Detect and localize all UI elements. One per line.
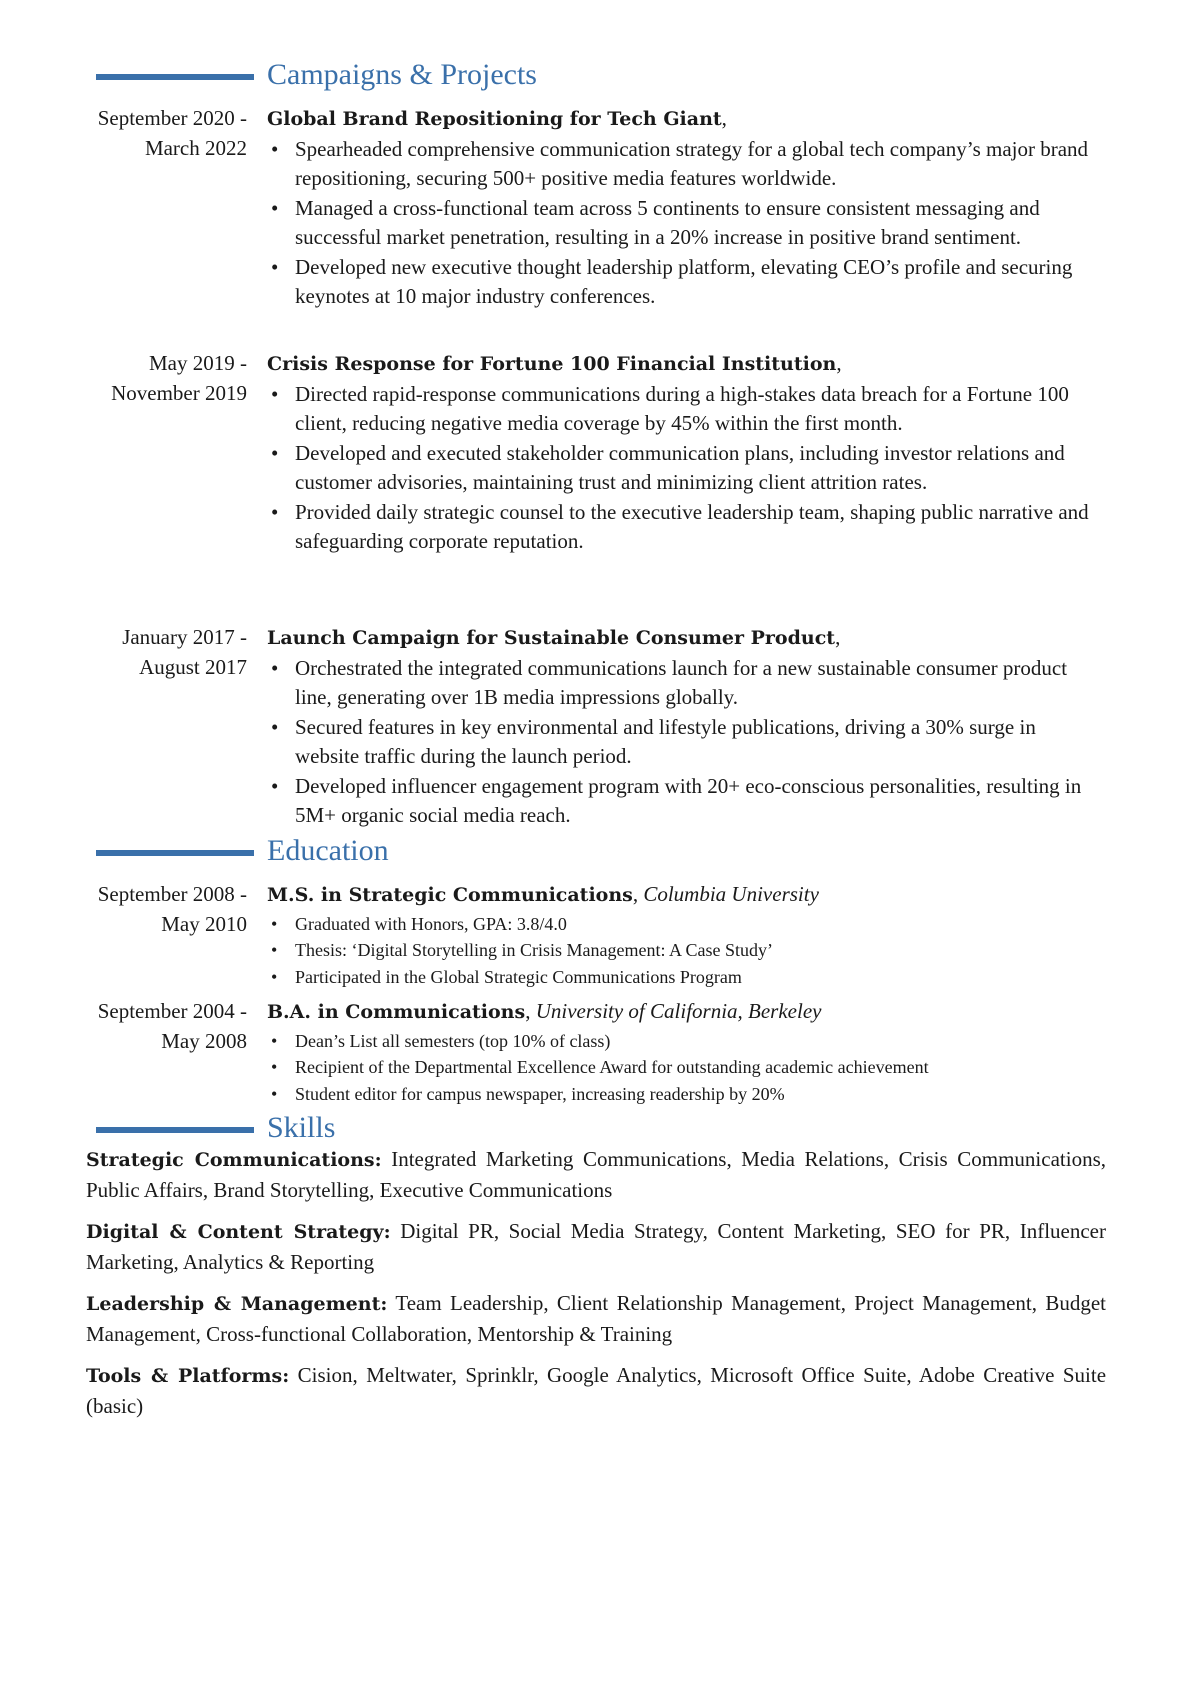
entry-title: Global Brand Repositioning for Tech Giant <box>267 108 722 130</box>
list-item: • Student editor for campus newspaper, increasing readership by 20% <box>267 1081 1105 1108</box>
entry-heading: M.S. in Strategic Communications, Columbia University <box>267 882 819 906</box>
skill-group <box>86 1361 1106 1421</box>
skill-group-label: Tools & Platforms: <box>86 1365 290 1387</box>
list-item: • Orchestrated the integrated communications launch for a new sustainable consumer product line, generating over 1B media impressions globally. <box>267 654 1105 713</box>
entry-date: September 2004 - May 2008 <box>97 999 247 1053</box>
list-item: • Thesis: ‘Digital Storytelling in Crisis Management: A Case Study’ <box>267 937 1105 964</box>
list-item: • Managed a cross-functional team across 5 continents to ensure consistent messaging and successful market penetration, resulting in a 20% increase in positive brand sentiment. <box>267 194 1105 253</box>
section-title: Campaigns & Projects <box>267 58 537 91</box>
skill-group-items: Integrated Marketing Communications, Media Relations, Crisis Communications, Public Affairs, Brand Storytelling, Executive Communications <box>86 1147 1106 1202</box>
list-item: • Developed and executed stakeholder communication plans, including investor relations and customer advisories, maintaining trust and minimizing client attrition rates. <box>267 439 1105 498</box>
entry-title: Crisis Response for Fortune 100 Financial Institution <box>267 353 837 375</box>
skill-group <box>86 1217 1106 1277</box>
list-item: • Graduated with Honors, GPA: 3.8/4.0 <box>267 911 1105 938</box>
institution: University of California, Berkeley <box>535 999 822 1023</box>
section-accent-bar <box>96 1127 254 1133</box>
bullet-list <box>267 135 1105 312</box>
list-item: • Provided daily strategic counsel to the executive leadership team, shaping public narrative and safeguarding corporate reputation. <box>267 498 1105 557</box>
skill-group-label: Leadership & Management: <box>86 1293 388 1315</box>
list-item: • Secured features in key environmental and lifestyle publications, driving a 30% surge in website traffic during the launch period. <box>267 713 1105 772</box>
list-item: • Recipient of the Departmental Excellence Award for outstanding academic achievement <box>267 1054 1105 1081</box>
entry-content <box>267 997 1105 1107</box>
skill-group-items: Digital PR, Social Media Strategy, Content Marketing, SEO for PR, Influencer Marketing, Analytics & Reporting <box>86 1219 1106 1274</box>
skill-group-items: Cision, Meltwater, Sprinklr, Google Analytics, Microsoft Office Suite, Adobe Creative Suite (basic) <box>86 1363 1107 1418</box>
degree: M.S. in Strategic Communications <box>267 884 633 906</box>
list-item: • Developed new executive thought leadership platform, elevating CEO’s profile and securing keynotes at 10 major industry conferences. <box>267 253 1105 312</box>
entry-date: September 2008 - May 2010 <box>97 882 247 936</box>
entry-content <box>267 880 1105 990</box>
skill-group-label: Strategic Communications: <box>86 1149 382 1171</box>
entry-content <box>267 104 1105 312</box>
list-item: • Participated in the Global Strategic Communications Program <box>267 964 1105 991</box>
list-item: • Developed influencer engagement program with 20+ eco-conscious personalities, resulting in 5M+ organic social media reach. <box>267 772 1105 831</box>
entry-date: May 2019 - November 2019 <box>111 351 247 405</box>
entry-heading: Global Brand Repositioning for Tech Giant, <box>267 106 727 130</box>
entry-title: Launch Campaign for Sustainable Consumer Product <box>267 627 836 649</box>
list-item: • Directed rapid-response communications during a high-stakes data breach for a Fortune 100 client, reducing negative media coverage by 45% within the first month. <box>267 380 1105 439</box>
bullet-list <box>267 654 1105 831</box>
entry-content <box>267 623 1105 831</box>
list-item: • Dean’s List all semesters (top 10% of class) <box>267 1028 1105 1055</box>
section-accent-bar <box>96 850 254 856</box>
bullet-list <box>267 911 1105 991</box>
entry-heading: B.A. in Communications, University of California, Berkeley <box>267 999 822 1023</box>
skill-group <box>86 1289 1106 1349</box>
list-item: • Spearheaded comprehensive communication strategy for a global tech company’s major brand repositioning, securing 500+ positive media features worldwide. <box>267 135 1105 194</box>
degree: B.A. in Communications <box>267 1001 526 1023</box>
skill-group-label: Digital & Content Strategy: <box>86 1221 391 1243</box>
skills-list <box>86 1145 1106 1433</box>
skill-group-items: Team Leadership, Client Relationship Management, Project Management, Budget Management, Cross-functional Collaboration, Mentorship & Training <box>86 1291 1107 1346</box>
section-title: Education <box>267 834 389 867</box>
entry-date: January 2017 - August 2017 <box>122 625 247 679</box>
bullet-list <box>267 380 1105 557</box>
skill-group <box>86 1145 1106 1205</box>
entry-heading: Launch Campaign for Sustainable Consumer Product, <box>267 625 841 649</box>
institution: Columbia University <box>643 882 819 906</box>
entry-content <box>267 349 1105 557</box>
section-accent-bar <box>96 74 254 80</box>
section-title: Skills <box>267 1111 336 1144</box>
entry-date: September 2020 - March 2022 <box>97 106 247 160</box>
bullet-list <box>267 1028 1105 1108</box>
entry-heading: Crisis Response for Fortune 100 Financial Institution, <box>267 351 842 375</box>
